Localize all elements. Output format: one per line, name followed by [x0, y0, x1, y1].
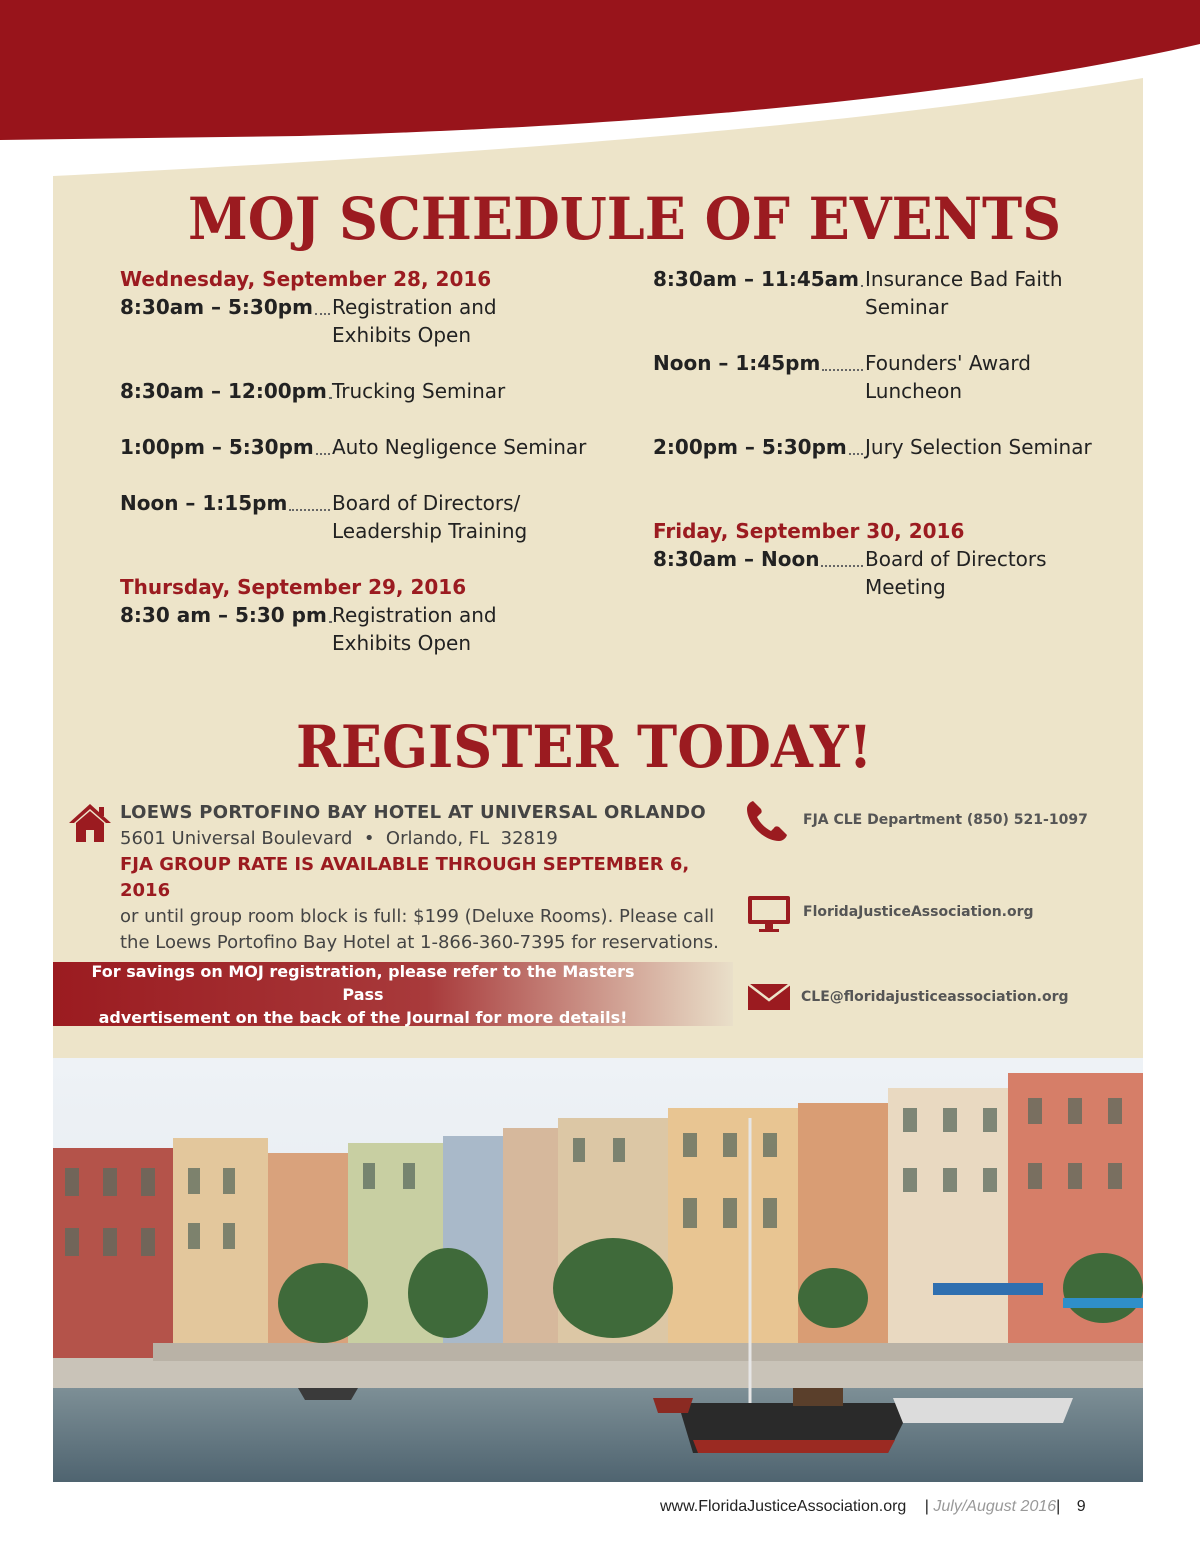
event-name: Jury Selection Seminar [865, 435, 1092, 459]
event-time: 8:30am – 12:00pm [120, 379, 327, 403]
schedule-row [120, 433, 640, 461]
phone-icon [744, 798, 790, 844]
page-title: MOJ SCHEDULE OF EVENTS [188, 185, 1062, 253]
event-time: 2:00pm – 5:30pm [653, 435, 847, 459]
group-rate-notice: FJA GROUP RATE IS AVAILABLE THROUGH SEPTEMBER 6, 2016 [120, 854, 690, 901]
footer-url[interactable]: www.FloridaJusticeAssociation.org [660, 1498, 907, 1515]
schedule-row [653, 433, 1123, 461]
hotel-address: 5601 Universal Boulevard • Orlando, FL 32819 [120, 828, 558, 849]
schedule-row [653, 265, 1123, 321]
event-time: Noon – 1:45pm [653, 351, 821, 375]
phone-contact[interactable]: FJA CLE Department (850) 521-1097 [803, 812, 1088, 828]
website-link[interactable]: FloridaJusticeAssociation.org [803, 904, 1034, 920]
savings-line1: For savings on MOJ registration, please refer to the Masters Pass [91, 961, 635, 1004]
register-heading: REGISTER TODAY! [296, 713, 873, 781]
event-time: 8:30am – 11:45am [653, 267, 860, 291]
hotel-name: LOEWS PORTOFINO BAY HOTEL AT UNIVERSAL ORLANDO [120, 802, 707, 823]
envelope-icon [746, 974, 792, 1020]
day-heading-thursday: Thursday, September 29, 2016 [120, 575, 467, 599]
event-name: Insurance Bad Faith Seminar [865, 267, 1063, 319]
event-name: Auto Negligence Seminar [332, 435, 587, 459]
savings-banner [53, 962, 733, 1026]
footer-issue: July/August 2016 [933, 1498, 1057, 1515]
page-number: 9 [1076, 1498, 1086, 1515]
hotel-info [120, 800, 740, 956]
schedule-row [653, 545, 1123, 601]
event-name: Trucking Seminar [332, 379, 506, 403]
schedule-row [120, 489, 640, 545]
schedule-left-column [120, 265, 640, 657]
group-rate-details-line2: the Loews Portofino Bay Hotel at 1-866-360-7395 for reservations. [120, 932, 719, 953]
monitor-icon [746, 892, 792, 938]
event-time: 8:30am – Noon [653, 547, 820, 571]
schedule-right-column [653, 265, 1123, 601]
day-heading-friday: Friday, September 30, 2016 [653, 519, 965, 543]
event-name: Founders' Award Luncheon [865, 351, 1031, 403]
event-name: Board of Directors Meeting [865, 547, 1047, 599]
savings-line2: advertisement on the back of the Journal for more details! [98, 1007, 628, 1027]
hotel-photo [53, 1058, 1143, 1482]
schedule-row [120, 377, 640, 405]
schedule-row [653, 349, 1123, 405]
event-name: Registration and Exhibits Open [332, 603, 497, 655]
schedule-row [120, 601, 640, 657]
group-rate-details-line1: or until group room block is full: $199 (Deluxe Rooms). Please call [120, 906, 715, 927]
event-time: 8:30 am – 5:30 pm [120, 603, 327, 627]
day-heading-wednesday: Wednesday, September 28, 2016 [120, 267, 492, 291]
event-time: 8:30am – 5:30pm [120, 295, 313, 319]
email-link[interactable]: CLE@floridajusticeassociation.org [801, 989, 1069, 1005]
home-icon [68, 801, 112, 845]
schedule-row [120, 293, 640, 349]
header-banner [0, 0, 1200, 200]
event-name: Board of Directors/ Leadership Training [332, 491, 528, 543]
event-name: Registration and Exhibits Open [332, 295, 497, 347]
event-time: 1:00pm – 5:30pm [120, 435, 314, 459]
event-time: Noon – 1:15pm [120, 491, 288, 515]
page-footer: www.FloridaJusticeAssociation.org | July/August 2016| 9 [660, 1498, 1086, 1515]
